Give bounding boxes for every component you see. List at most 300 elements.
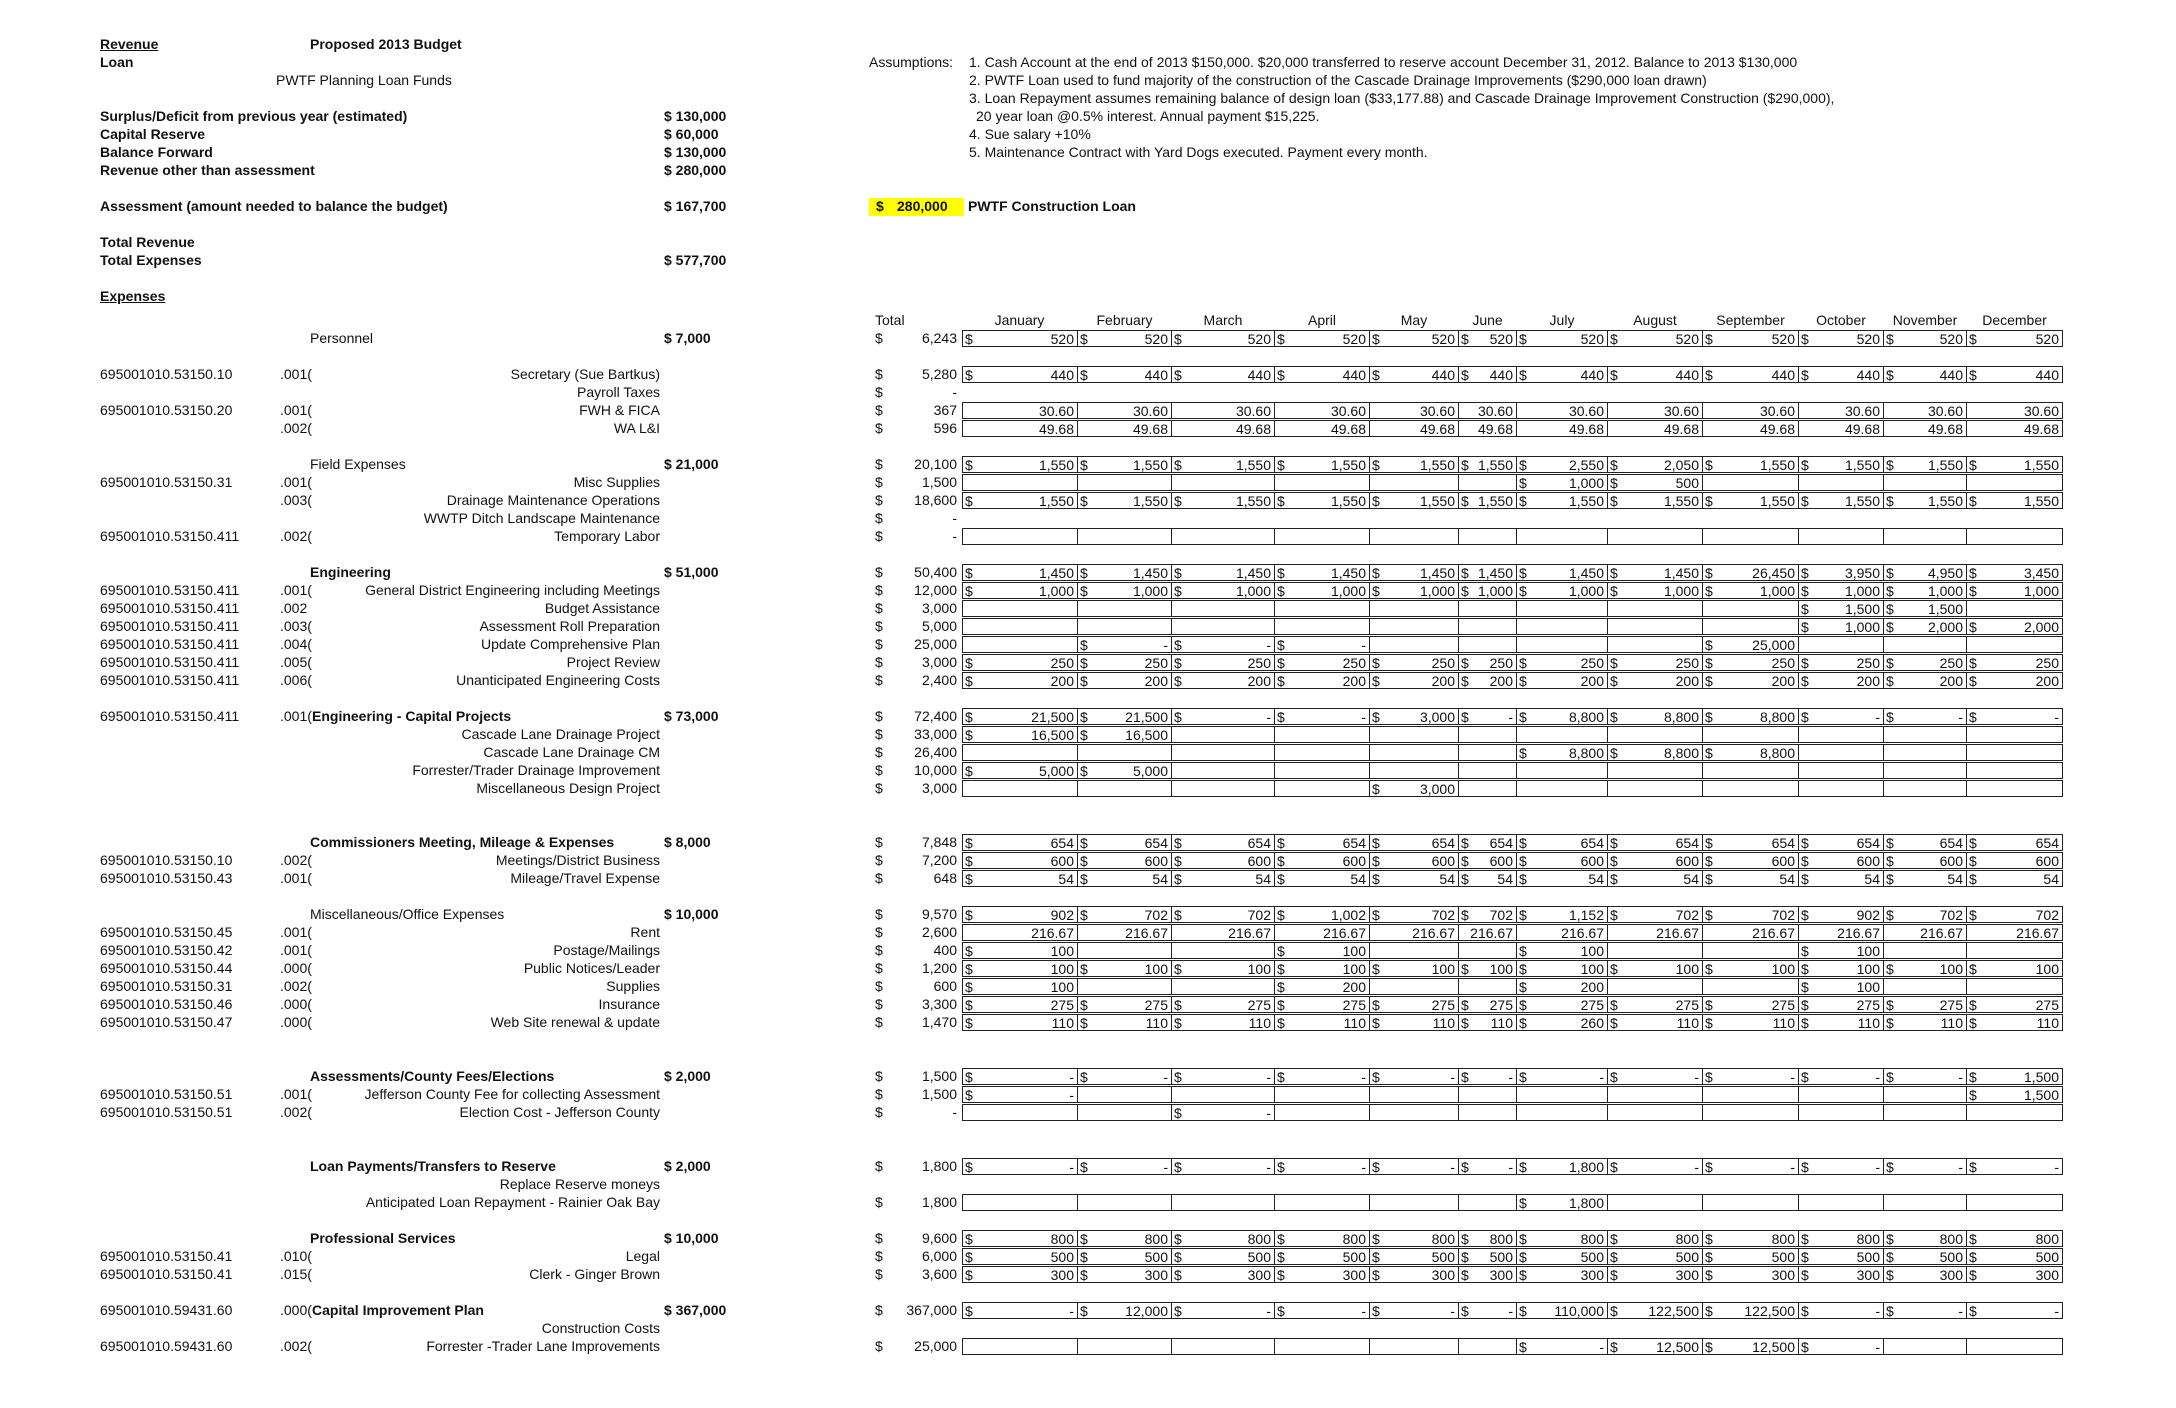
- cell-dollar-sign: $: [1705, 1015, 1713, 1031]
- construction-loan-label: PWTF Construction Loan: [968, 198, 1136, 214]
- month-cell: [1370, 618, 1459, 635]
- cell-dollar-sign: $: [965, 943, 973, 959]
- month-cell: [1967, 528, 2063, 545]
- cell-dollar-sign: $: [1277, 565, 1285, 581]
- month-cell: [1967, 402, 2063, 419]
- month-cell: [1884, 618, 1967, 635]
- total-expenses-value: $ 577,700: [664, 252, 727, 268]
- line-item-label: Forrester/Trader Drainage Improvement: [412, 762, 660, 778]
- cell-amount: 49.68: [1477, 421, 1513, 437]
- month-cell: [962, 870, 1078, 887]
- month-cell: [1799, 600, 1884, 617]
- cell-amount: 520: [1247, 331, 1271, 347]
- month-cell: [1703, 474, 1799, 491]
- cell-dollar-sign: $: [1080, 637, 1088, 653]
- cell-amount: 200: [1856, 673, 1880, 689]
- cell-dollar-sign: $: [1277, 1159, 1285, 1175]
- cell-amount: 49.68: [2023, 421, 2059, 437]
- cell-amount: 216.67: [1228, 925, 1271, 941]
- sub-code: .001(: [280, 924, 312, 940]
- row-total: 6,243: [921, 330, 957, 346]
- cell-dollar-sign: $: [1461, 709, 1469, 725]
- cell-dollar-sign: $: [1080, 655, 1088, 671]
- cell-amount: 500: [1342, 1249, 1366, 1265]
- cell-dollar-sign: $: [1372, 781, 1380, 797]
- month-cell: [962, 942, 1078, 959]
- cell-amount: 1,550: [1132, 493, 1168, 509]
- month-cell: [1370, 1086, 1459, 1103]
- cell-dollar-sign: $: [1610, 1159, 1618, 1175]
- month-cell: [1459, 618, 1517, 635]
- cell-dollar-sign: $: [1461, 331, 1469, 347]
- sub-code: .015(: [280, 1266, 312, 1282]
- total-dollar-sign: $: [875, 906, 883, 922]
- cell-dollar-sign: $: [1372, 1069, 1380, 1085]
- cell-amount: 8,800: [1759, 745, 1795, 761]
- month-cell: [1967, 978, 2063, 995]
- cell-dollar-sign: $: [1705, 1303, 1713, 1319]
- cell-amount: 54: [1350, 871, 1366, 887]
- total-dollar-sign: $: [875, 726, 883, 742]
- cell-amount: 100: [1050, 943, 1074, 959]
- cell-amount: 216.67: [1656, 925, 1699, 941]
- sub-code: .003(: [280, 492, 312, 508]
- revenue-line-value: $ 130,000: [664, 108, 727, 124]
- month-cell: [1370, 456, 1459, 473]
- cell-amount: 300: [1489, 1267, 1513, 1283]
- cell-dollar-sign: $: [965, 907, 973, 923]
- month-cell: [1172, 582, 1275, 599]
- cell-dollar-sign: $: [1080, 1303, 1088, 1319]
- month-cell: [1517, 942, 1608, 959]
- month-cell: [1370, 1338, 1459, 1355]
- month-cell: [1078, 1158, 1172, 1175]
- month-cell: [1517, 564, 1608, 581]
- month-header: July: [1549, 312, 1575, 328]
- total-dollar-sign: $: [875, 1266, 883, 1282]
- cell-dollar-sign: $: [1519, 1069, 1527, 1085]
- cell-amount: 654: [1939, 835, 1963, 851]
- cell-amount: -: [1958, 709, 1963, 725]
- cell-dollar-sign: $: [1705, 565, 1713, 581]
- month-cell: [1608, 1194, 1703, 1211]
- month-cell: [1078, 528, 1172, 545]
- month-cell: [962, 330, 1078, 347]
- month-cell: [1517, 474, 1608, 491]
- cell-amount: 520: [1580, 331, 1604, 347]
- cell-dollar-sign: $: [1886, 709, 1894, 725]
- month-cell: [1459, 870, 1517, 887]
- month-cell: [1608, 456, 1703, 473]
- month-cell: [1078, 1266, 1172, 1283]
- month-cell: [1608, 366, 1703, 383]
- month-cell: [1884, 474, 1967, 491]
- month-cell: [1799, 402, 1884, 419]
- month-cell: [1884, 726, 1967, 743]
- month-cell: [1275, 1104, 1370, 1121]
- total-dollar-sign: $: [875, 1014, 883, 1030]
- category-label: Miscellaneous/Office Expenses: [310, 906, 505, 922]
- row-total: 5,000: [921, 618, 957, 634]
- month-cell: [1370, 924, 1459, 941]
- total-dollar-sign: $: [875, 600, 883, 616]
- cell-dollar-sign: $: [1080, 853, 1088, 869]
- total-dollar-sign: $: [875, 978, 883, 994]
- cell-amount: 1,000: [1477, 583, 1513, 599]
- revenue-line-label: Surplus/Deficit from previous year (estimated): [100, 108, 408, 124]
- account-code: 695001010.59431.60: [100, 1338, 233, 1354]
- revenue-line-value: $ 130,000: [664, 144, 727, 160]
- cell-amount: 54: [1152, 871, 1168, 887]
- month-cell: [1370, 870, 1459, 887]
- cell-dollar-sign: $: [1969, 835, 1977, 851]
- cell-dollar-sign: $: [1372, 907, 1380, 923]
- month-cell: [1172, 906, 1275, 923]
- cell-amount: -: [1694, 1069, 1699, 1085]
- line-item-label: Replace Reserve moneys: [499, 1176, 660, 1192]
- month-cell: [962, 402, 1078, 419]
- row-total: 9,600: [921, 1230, 957, 1246]
- cell-dollar-sign: $: [1969, 1249, 1977, 1265]
- month-cell: [1078, 744, 1172, 761]
- month-header: June: [1472, 312, 1503, 328]
- month-cell: [1172, 1338, 1275, 1355]
- category-budget: $ 367,000: [664, 1302, 727, 1318]
- cell-amount: 200: [1342, 673, 1366, 689]
- line-item-label: Cascade Lane Drainage Project: [461, 726, 660, 742]
- cell-amount: 1,550: [1663, 493, 1699, 509]
- month-cell: [962, 762, 1078, 779]
- cell-dollar-sign: $: [1277, 583, 1285, 599]
- cell-amount: 1,000: [1568, 475, 1604, 491]
- cell-dollar-sign: $: [1080, 1231, 1088, 1247]
- month-cell: [1517, 834, 1608, 851]
- month-cell: [1967, 834, 2063, 851]
- cell-dollar-sign: $: [1174, 637, 1182, 653]
- month-cell: [1370, 1104, 1459, 1121]
- month-cell: [1370, 1158, 1459, 1175]
- cell-dollar-sign: $: [1080, 1249, 1088, 1265]
- month-cell: [1967, 960, 2063, 977]
- month-cell: [1275, 726, 1370, 743]
- month-cell: [962, 1266, 1078, 1283]
- month-cell: [1967, 618, 2063, 635]
- cell-amount: 110: [1248, 1015, 1271, 1031]
- month-cell: [1608, 1104, 1703, 1121]
- month-cell: [962, 852, 1078, 869]
- assumption-line: 4. Sue salary +10%: [969, 126, 1091, 142]
- month-cell: [1459, 1230, 1517, 1247]
- cell-amount: 216.67: [2016, 925, 2059, 941]
- cell-dollar-sign: $: [965, 763, 973, 779]
- cell-dollar-sign: $: [965, 457, 973, 473]
- account-code: 695001010.53150.31: [100, 474, 233, 490]
- cell-dollar-sign: $: [1610, 367, 1618, 383]
- cell-amount: -: [1266, 1069, 1271, 1085]
- month-cell: [1459, 456, 1517, 473]
- cell-amount: 54: [1497, 871, 1513, 887]
- cell-amount: -: [1694, 1159, 1699, 1175]
- cell-dollar-sign: $: [1174, 1159, 1182, 1175]
- sub-code: .002(: [280, 978, 312, 994]
- cell-dollar-sign: $: [1461, 673, 1469, 689]
- month-cell: [1275, 1194, 1370, 1211]
- cell-amount: 49.68: [1759, 421, 1795, 437]
- cell-dollar-sign: $: [1886, 1069, 1894, 1085]
- cell-amount: 8,800: [1568, 709, 1604, 725]
- cell-amount: 520: [1675, 331, 1699, 347]
- cell-amount: 1,000: [1330, 583, 1366, 599]
- month-cell: [1703, 1266, 1799, 1283]
- month-cell: [1799, 1266, 1884, 1283]
- category-label: Professional Services: [310, 1230, 456, 1246]
- line-item-label: Construction Costs: [541, 1320, 660, 1336]
- month-cell: [1172, 636, 1275, 653]
- account-code: 695001010.53150.44: [100, 960, 233, 976]
- row-total: 12,000: [914, 582, 957, 598]
- assumption-line: 1. Cash Account at the end of 2013 $150,000. $20,000 transferred to reserve account December 31, 2012. Balance to 2013 $130,000: [969, 54, 1798, 70]
- cell-dollar-sign: $: [1372, 1303, 1380, 1319]
- month-cell: [1172, 1266, 1275, 1283]
- month-cell: [1884, 528, 1967, 545]
- cell-amount: 216.67: [1412, 925, 1455, 941]
- month-cell: [1275, 1266, 1370, 1283]
- month-cell: [962, 708, 1078, 725]
- cell-amount: 654: [1771, 835, 1795, 851]
- cell-dollar-sign: $: [965, 655, 973, 671]
- account-code: 695001010.53150.42: [100, 942, 233, 958]
- month-cell: [1459, 672, 1517, 689]
- cell-amount: 300: [1856, 1267, 1880, 1283]
- cell-amount: 1,450: [1568, 565, 1604, 581]
- cell-amount: 54: [1683, 871, 1699, 887]
- cell-dollar-sign: $: [1969, 1087, 1977, 1103]
- account-code: 695001010.53150.51: [100, 1104, 233, 1120]
- cell-amount: 1,550: [1419, 493, 1455, 509]
- cell-amount: 1,152: [1568, 907, 1604, 923]
- cell-dollar-sign: $: [1372, 331, 1380, 347]
- cell-amount: 440: [1489, 367, 1513, 383]
- cell-dollar-sign: $: [965, 871, 973, 887]
- month-cell: [1172, 960, 1275, 977]
- cell-dollar-sign: $: [1969, 871, 1977, 887]
- month-cell: [1703, 960, 1799, 977]
- month-cell: [1967, 654, 2063, 671]
- cell-dollar-sign: $: [1969, 1159, 1977, 1175]
- month-cell: [1967, 744, 2063, 761]
- cell-dollar-sign: $: [1886, 1159, 1894, 1175]
- cell-amount: 1,000: [2023, 583, 2059, 599]
- cell-dollar-sign: $: [1519, 979, 1527, 995]
- month-cell: [1172, 924, 1275, 941]
- cell-amount: 2,000: [2023, 619, 2059, 635]
- month-cell: [1884, 1014, 1967, 1031]
- row-total: 600: [933, 978, 957, 994]
- cell-amount: 30.60: [1568, 403, 1604, 419]
- month-cell: [1884, 1266, 1967, 1283]
- cell-amount: 110: [1343, 1015, 1366, 1031]
- cell-dollar-sign: $: [1080, 367, 1088, 383]
- line-item-label: Misc Supplies: [573, 474, 660, 490]
- cell-amount: -: [1790, 1069, 1795, 1085]
- cell-dollar-sign: $: [1372, 1015, 1380, 1031]
- cell-dollar-sign: $: [965, 1267, 973, 1283]
- cell-dollar-sign: $: [1610, 1267, 1618, 1283]
- month-cell: [1608, 1014, 1703, 1031]
- cell-dollar-sign: $: [1372, 1267, 1380, 1283]
- cell-amount: 1,500: [1927, 601, 1963, 617]
- month-cell: [962, 1014, 1078, 1031]
- month-cell: [1078, 402, 1172, 419]
- cell-amount: 1,550: [1759, 457, 1795, 473]
- month-cell: [1517, 744, 1608, 761]
- cell-amount: 3,000: [1419, 781, 1455, 797]
- month-cell: [1799, 996, 1884, 1013]
- cell-dollar-sign: $: [1705, 871, 1713, 887]
- row-total: 3,000: [921, 780, 957, 796]
- cell-dollar-sign: $: [1886, 367, 1894, 383]
- month-cell: [1172, 852, 1275, 869]
- cell-amount: -: [1875, 1069, 1880, 1085]
- line-item-label: Forrester -Trader Lane Improvements: [426, 1338, 660, 1354]
- assessment-value: $ 167,700: [664, 198, 727, 214]
- cell-dollar-sign: $: [1969, 1069, 1977, 1085]
- cell-amount: 54: [1588, 871, 1604, 887]
- cell-dollar-sign: $: [1277, 1249, 1285, 1265]
- cell-amount: -: [1875, 1159, 1880, 1175]
- month-cell: [1275, 528, 1370, 545]
- cell-amount: 800: [1050, 1231, 1074, 1247]
- cell-amount: 12,000: [1125, 1303, 1168, 1319]
- assumption-line: 3. Loan Repayment assumes remaining balance of design loan ($33,177.88) and Cascade Drainage Improvement Construction ($290,000),: [969, 90, 1835, 106]
- month-cell: [1172, 1194, 1275, 1211]
- cell-dollar-sign: $: [965, 1159, 973, 1175]
- cell-amount: 122,500: [1744, 1303, 1795, 1319]
- cell-amount: 654: [1580, 835, 1604, 851]
- cell-dollar-sign: $: [1969, 619, 1977, 635]
- month-cell: [1370, 906, 1459, 923]
- cell-dollar-sign: $: [965, 853, 973, 869]
- month-cell: [1517, 654, 1608, 671]
- month-cell: [962, 582, 1078, 599]
- month-cell: [1459, 852, 1517, 869]
- total-dollar-sign: $: [875, 636, 883, 652]
- month-cell: [1967, 582, 2063, 599]
- cell-amount: 100: [1856, 979, 1880, 995]
- month-cell: [1078, 1068, 1172, 1085]
- cell-amount: 800: [2035, 1231, 2059, 1247]
- cell-dollar-sign: $: [1610, 475, 1618, 491]
- cell-dollar-sign: $: [1969, 1231, 1977, 1247]
- month-cell: [1459, 978, 1517, 995]
- cell-amount: 275: [2035, 997, 2059, 1013]
- cell-amount: 500: [1489, 1249, 1513, 1265]
- month-cell: [1370, 402, 1459, 419]
- month-cell: [962, 1248, 1078, 1265]
- month-cell: [1799, 582, 1884, 599]
- cell-dollar-sign: $: [1886, 457, 1894, 473]
- cell-dollar-sign: $: [1705, 457, 1713, 473]
- cell-dollar-sign: $: [1886, 997, 1894, 1013]
- cell-dollar-sign: $: [1080, 709, 1088, 725]
- month-cell: [1078, 618, 1172, 635]
- cell-amount: 1,000: [1038, 583, 1074, 599]
- cell-amount: 440: [1431, 367, 1455, 383]
- cell-amount: -: [1958, 1069, 1963, 1085]
- cell-dollar-sign: $: [1372, 835, 1380, 851]
- month-cell: [1967, 906, 2063, 923]
- sub-code: .001(: [280, 582, 312, 598]
- cell-amount: -: [1361, 709, 1366, 725]
- month-cell: [1459, 1194, 1517, 1211]
- month-cell: [1884, 870, 1967, 887]
- month-cell: [1703, 528, 1799, 545]
- month-cell: [1275, 654, 1370, 671]
- cell-dollar-sign: $: [1886, 1303, 1894, 1319]
- cell-amount: 110: [1676, 1015, 1699, 1031]
- month-cell: [1884, 1158, 1967, 1175]
- month-cell: [1078, 654, 1172, 671]
- account-code: 695001010.53150.411: [100, 708, 240, 724]
- cell-amount: 702: [1939, 907, 1963, 923]
- month-cell: [962, 834, 1078, 851]
- month-cell: [1370, 492, 1459, 509]
- cell-amount: 275: [1247, 997, 1271, 1013]
- month-cell: [1172, 528, 1275, 545]
- cell-dollar-sign: $: [1705, 655, 1713, 671]
- month-cell: [1517, 762, 1608, 779]
- total-dollar-sign: $: [875, 870, 883, 886]
- cell-dollar-sign: $: [965, 727, 973, 743]
- cell-dollar-sign: $: [1886, 619, 1894, 635]
- month-cell: [962, 564, 1078, 581]
- cell-dollar-sign: $: [1886, 331, 1894, 347]
- cell-dollar-sign: $: [1705, 853, 1713, 869]
- cell-amount: 3,950: [1844, 565, 1880, 581]
- month-cell: [1459, 402, 1517, 419]
- cell-dollar-sign: $: [1080, 583, 1088, 599]
- cell-amount: 1,500: [2023, 1087, 2059, 1103]
- month-cell: [1370, 564, 1459, 581]
- row-total: 1,500: [921, 474, 957, 490]
- month-cell: [1459, 636, 1517, 653]
- month-cell: [1275, 402, 1370, 419]
- month-cell: [1459, 1266, 1517, 1283]
- month-cell: [1967, 1194, 2063, 1211]
- month-cell: [1078, 726, 1172, 743]
- month-cell: [1275, 456, 1370, 473]
- month-cell: [1459, 330, 1517, 347]
- cell-dollar-sign: $: [1277, 907, 1285, 923]
- month-cell: [1608, 1266, 1703, 1283]
- month-cell: [1608, 870, 1703, 887]
- cell-amount: 2,000: [1927, 619, 1963, 635]
- cell-dollar-sign: $: [1461, 853, 1469, 869]
- total-dollar-sign: $: [875, 474, 883, 490]
- month-cell: [1517, 978, 1608, 995]
- month-cell: [1172, 420, 1275, 437]
- cell-amount: 200: [1342, 979, 1366, 995]
- line-item-label: Supplies: [606, 978, 660, 994]
- cell-amount: 8,800: [1663, 709, 1699, 725]
- cell-amount: 1,550: [1927, 457, 1963, 473]
- month-cell: [1608, 1230, 1703, 1247]
- month-cell: [1608, 492, 1703, 509]
- month-cell: [1172, 744, 1275, 761]
- total-dollar-sign: $: [875, 1158, 883, 1174]
- category-budget: $ 2,000: [664, 1068, 711, 1084]
- category-label: Field Expenses: [310, 456, 406, 472]
